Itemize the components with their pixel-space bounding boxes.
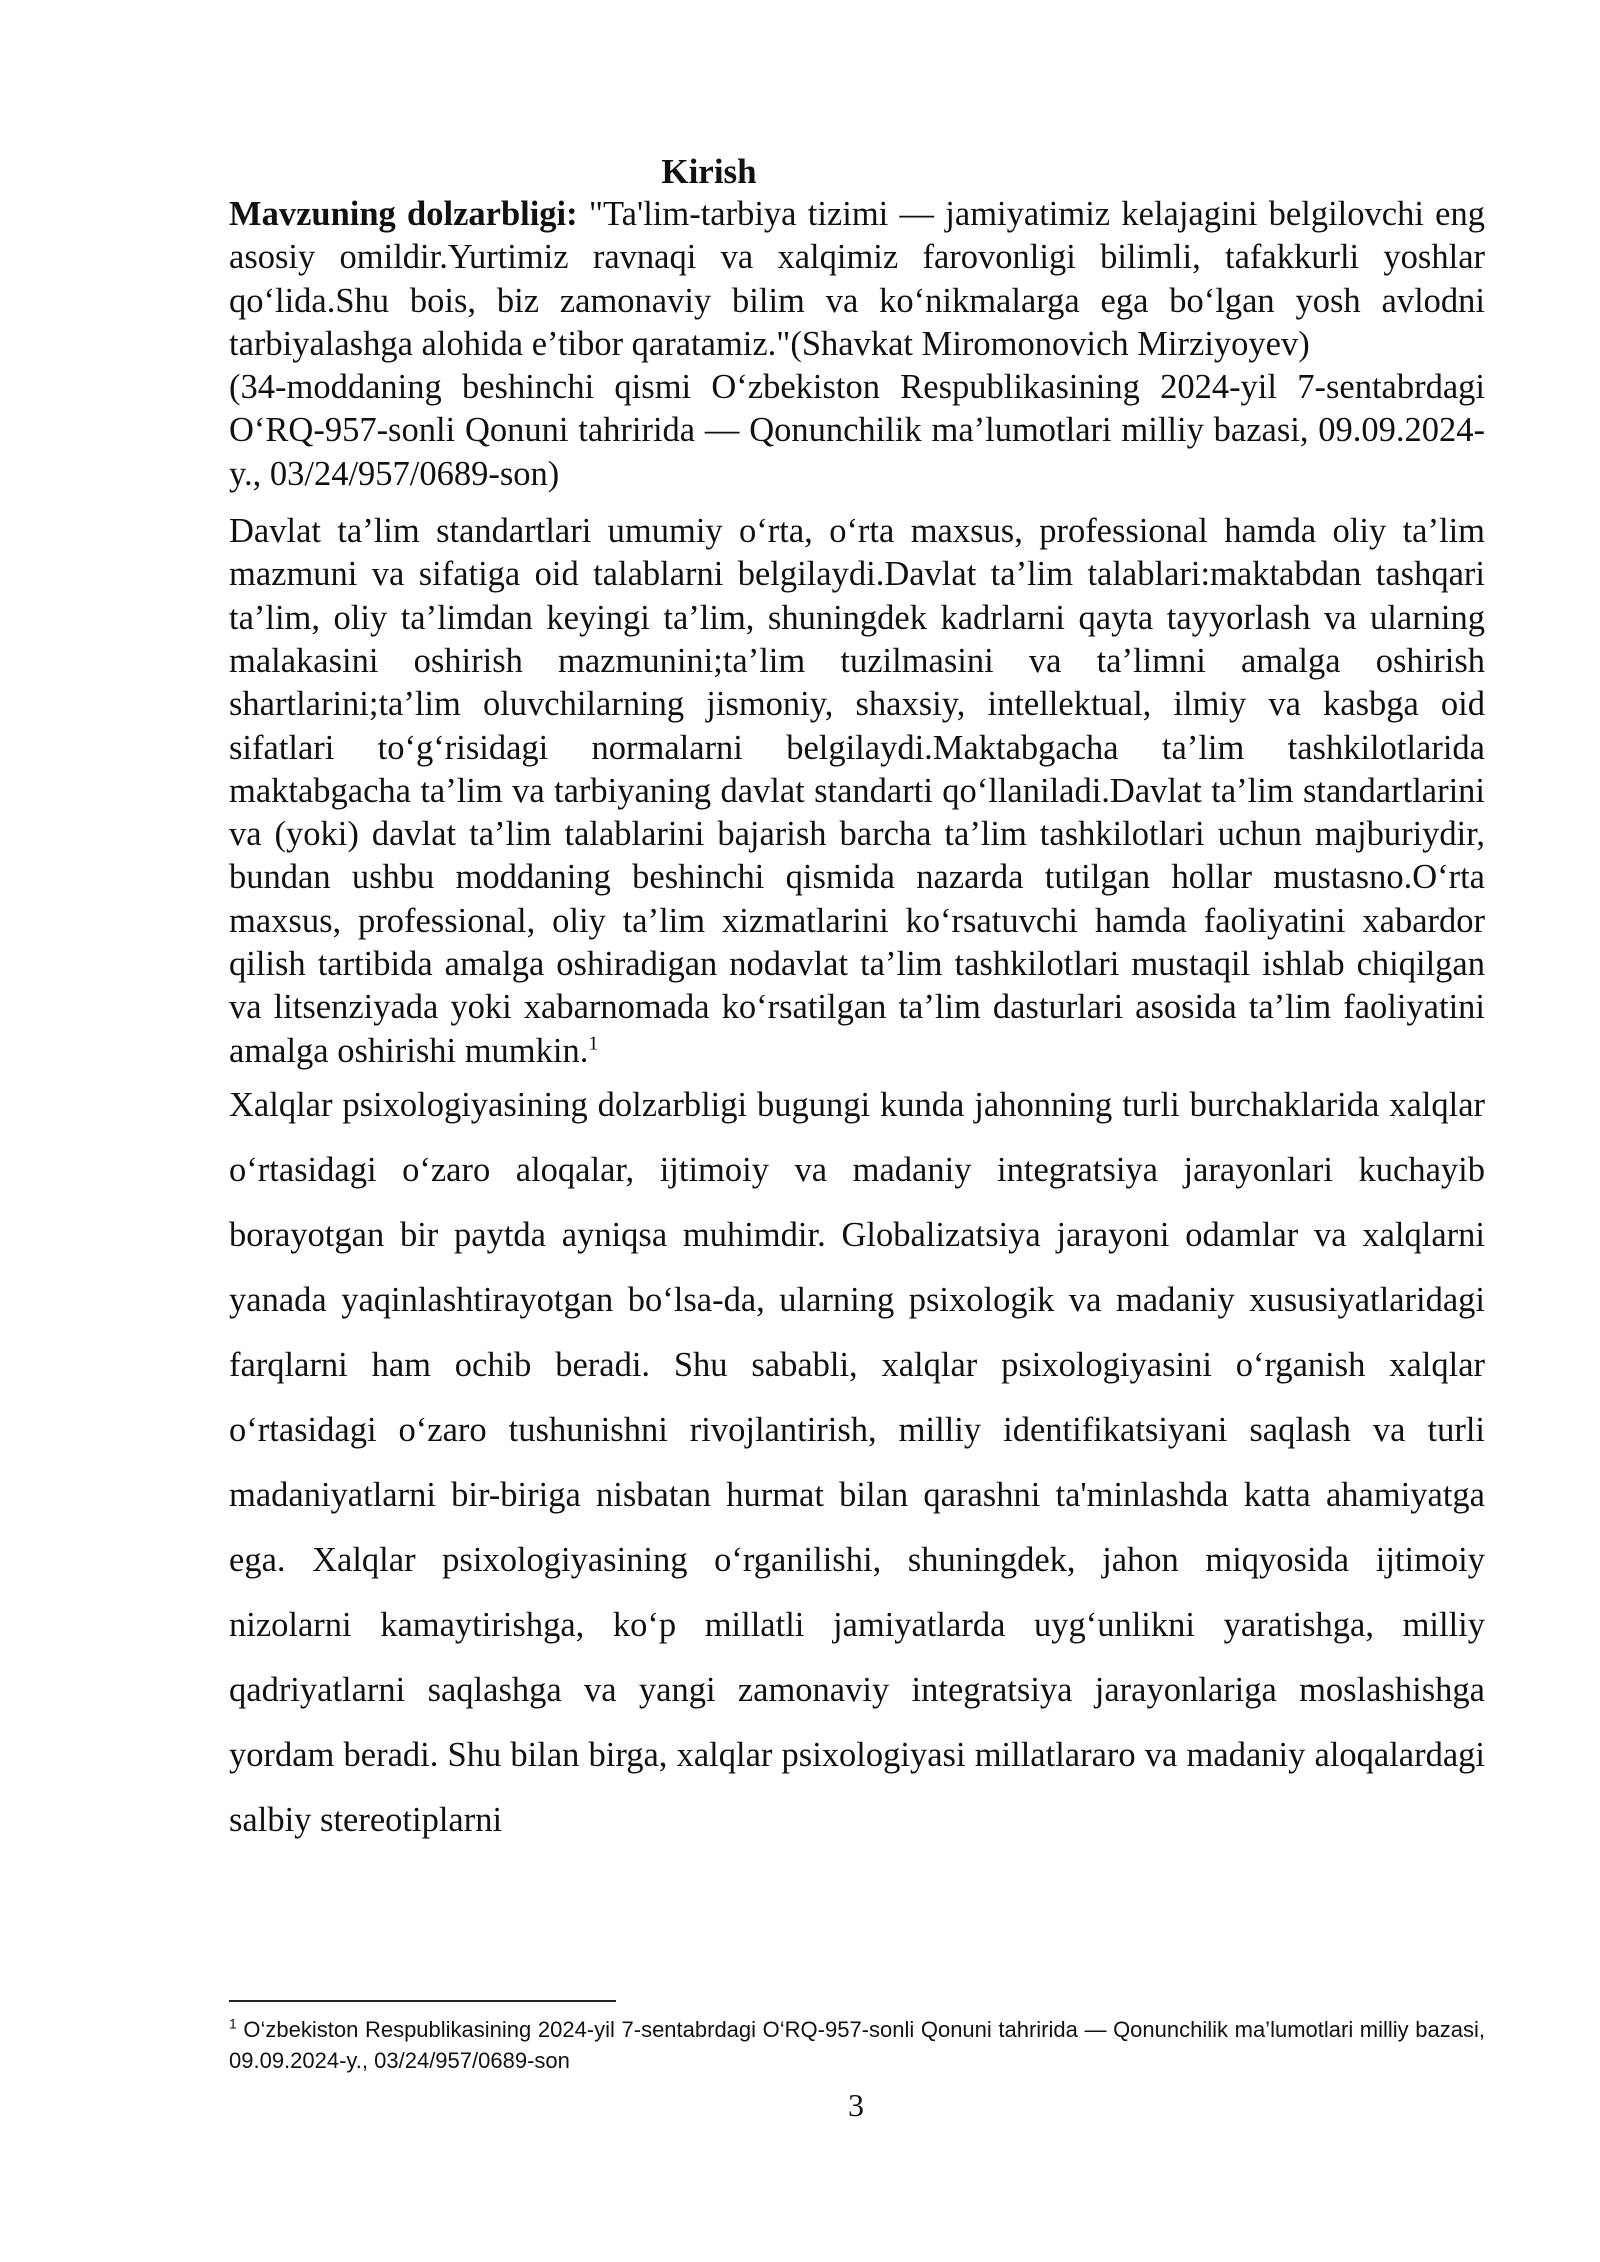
footnote-text: O‘zbekiston Respublikasining 2024-yil 7-sentabrdagi O‘RQ-957-sonli Qonuni tahririda — Qonunchilik ma’lumotlari milliy bazasi, 09.09.2024-y., 03/24/957/0689-son — [229, 2017, 1485, 2073]
intro-citation: (34-moddaning beshinchi qismi O‘zbekiston Respublikasining 2024-yil 7-sentabrdagi O‘RQ-957-sonli Qonuni tahririda — Qonunchilik ma’lumotlari milliy bazasi, 09.09.2024-y., 03/24/957/0689-son) — [229, 368, 1485, 493]
intro-quote: "Ta'lim-tarbiya tizimi — jamiyatimiz kelajagini belgilovchi eng asosiy omildir.Yurtimiz ravnaqi va xalqimiz farovonligi bilimli, tafakkurli yoshlar qo‘lida.Shu bois, biz zamonaviy bilim va ko‘nikmalarga ega bo‘lgan yosh avlodni tarbiyalashga alohida e’tibor qaratamiz."(Shavkat Miromonovich Mirziyoyev) — [229, 195, 1485, 363]
section-heading: Kirish — [661, 152, 757, 191]
standards-text: Davlat ta’lim standartlari umumiy o‘rta, o‘rta maxsus, professional hamda oliy ta’lim mazmuni va sifatiga oid talablarni belgilaydi.Davlat ta’lim talablari:maktabdan tashqari ta’lim, oliy ta’limdan keyingi ta’lim, shuningdek kadrlarni qayta tayyorlash va ularning malakasini oshirish mazmunini;ta’lim tuzilmasini va ta’limni amalga oshirish shartlarini;ta’lim oluvchilarning jismoniy, shaxsiy, intellektual, ilmiy va kasbga oid sifatlari to‘g‘risidagi normalarni belgilaydi.Maktabgacha ta’lim tashkilotlarida maktabgacha ta’lim va tarbiyaning davlat standarti qo‘llaniladi.Davlat ta’lim standartlarini va (yoki) davlat ta’lim talablarini bajarish barcha ta’lim tashkilotlari uchun majburiydir, bundan ushbu moddaning beshinchi qismida nazarda tutilgan hollar mustasno.O‘rta maxsus, professional, oliy ta’lim xizmatlarini ko‘rsatuvchi hamda faoliyatini xabardor qilish tartibida amalga oshiradigan nodavlat ta’lim tashkilotlari mustaqil ishlab chiqilgan va litsenziyada yoki xabarnomada ko‘rsatilgan ta’lim dasturlari asosida ta’lim faoliyatini amalga oshirishi mumkin. — [229, 512, 1485, 1070]
intro-label: Mavzuning dolzarbligi: — [229, 195, 578, 233]
footnote-reference[interactable]: 1 — [588, 1032, 599, 1055]
page-number: 3 — [848, 2087, 864, 2123]
footnote — [229, 2014, 1485, 2076]
footnote-marker: 1 — [229, 2015, 237, 2032]
page-body — [229, 150, 1485, 1853]
standards-paragraph — [229, 510, 1485, 1073]
psychology-paragraph: Xalqlar psixologiyasining dolzarbligi bugungi kunda jahonning turli burchaklarida xalqlar o‘rtasidagi o‘zaro aloqalar, ijtimoiy va madaniy integratsiya jarayonlari kuchayib borayotgan bir paytda ayniqsa muhimdir. Globalizatsiya jarayoni odamlar va xalqlarni yanada yaqinlashtirayotgan bo‘lsa-da, ularning psixologik va madaniy xususiyatlaridagi farqlarni ham ochib beradi. Shu sababli, xalqlar psixologiyasini o‘rganish xalqlar o‘rtasidagi o‘zaro tushunishni rivojlantirish, milliy identifikatsiyani saqlash va turli madaniyatlarni bir-biriga nisbatan hurmat bilan qarashni ta'minlashda katta ahamiyatga ega. Xalqlar psixologiyasining o‘rganilishi, shuningdek, jahon miqyosida ijtimoiy nizolarni kamaytirishga, ko‘p millatli jamiyatlarda uyg‘unlikni yaratishga, milliy qadriyatlarni saqlashga va yangi zamonaviy integratsiya jarayonlariga moslashishga yordam beradi. Shu bilan birga, xalqlar psixologiyasi millatlararo va madaniy aloqalardagi salbiy stereotiplarni — [229, 1085, 1485, 1839]
intro-paragraph — [229, 193, 1485, 366]
footnote-separator — [229, 2000, 616, 2002]
